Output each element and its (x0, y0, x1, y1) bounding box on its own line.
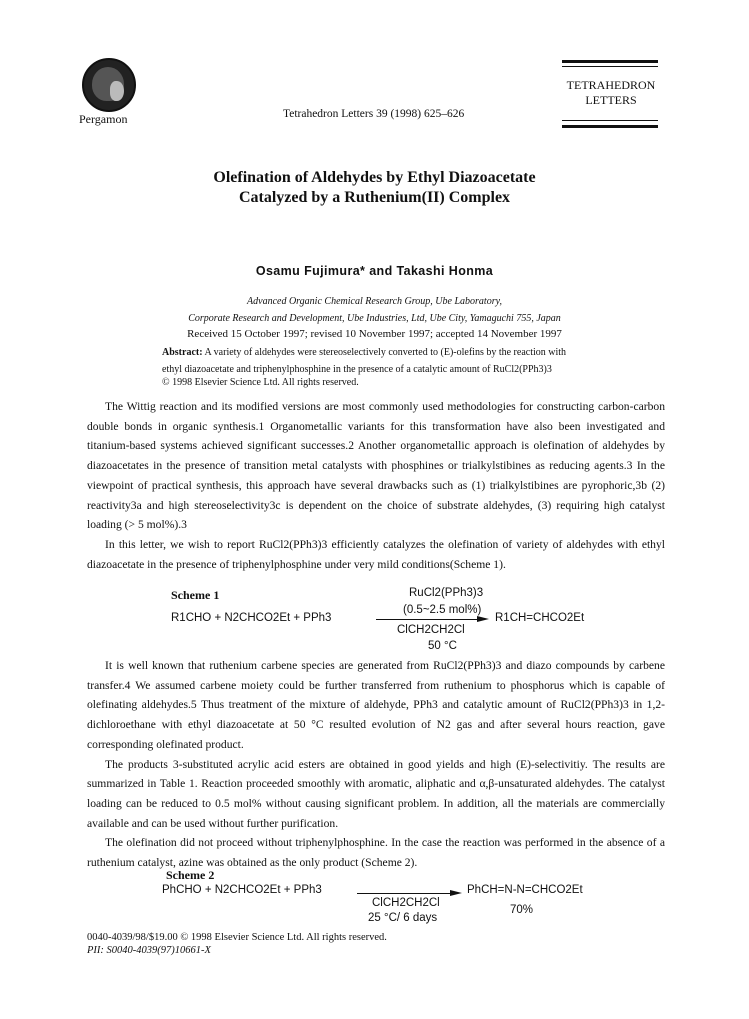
body-section-1 (87, 397, 665, 574)
scheme1-reactants: R1CHO + N2CHCO2Et + PPh3 (171, 612, 332, 624)
received-dates: Received 15 October 1997; revised 10 November 1997; accepted 14 November 1997 (187, 328, 562, 340)
scheme1-product: R1CH=CHCO2Et (495, 612, 585, 624)
paragraph-2: In this letter, we wish to report RuCl2(PPh3)3 efficiently catalyzes the olefination of variety of aldehydes with ethyl diazoacetate in the presence of triphenylphosphine under very mild conditions(Scheme 1). (87, 537, 665, 571)
header-rule-bottom-thin (562, 120, 658, 121)
scheme1-catalyst: RuCl2(PPh3)3 (409, 587, 484, 599)
scheme1-label: Scheme 1 (171, 588, 220, 602)
paragraph-1: The Wittig reaction and its modified versions are most commonly used methodologies for constructing carbon-carbon double bonds in organic synthesis.1 Organometallic variants for this transformation have also been investigated and titanium-based systems achieved significant successes.2 Another organometallic approach is olefination of aldehydes by diazoacetates in the presence of transition metal catalysts with phosphines or trialkylstibines as reducing agents.3 In the viewpoint of practical synthesis, this approach have several drawbacks such as (1) trialkylstibines are pyrophoric,3b (2) reactivity3a and high stereoselectivity3c is dependent on the choice of substrate aldehydes, (3) requiring high catalyst loading (> 5 mol%).3 (87, 400, 665, 532)
scheme1-temperature: 50 °C (428, 640, 457, 652)
article-title-line1: Olefination of Aldehydes by Ethyl Diazoacetate (213, 169, 536, 186)
scheme1-arrow (376, 619, 479, 620)
header-rule-top (562, 60, 658, 63)
header-rule-top-thin (562, 66, 658, 67)
scheme2-arrow (357, 893, 452, 894)
scheme2-conditions: 25 °C/ 6 days (368, 912, 438, 924)
abstract-label: Abstract: (162, 347, 203, 358)
journal-citation: Tetrahedron Letters 39 (1998) 625–626 (283, 108, 465, 120)
scheme2-reactants: PhCHO + N2CHCO2Et + PPh3 (162, 884, 322, 896)
scheme2-solvent: ClCH2CH2Cl (372, 897, 440, 909)
scheme2-arrowhead (450, 890, 462, 896)
scheme2-label: Scheme 2 (166, 868, 215, 882)
footer-copyright: 0040-4039/98/$19.00 © 1998 Elsevier Science Ltd. All rights reserved. (87, 932, 387, 943)
scheme1-loading: (0.5~2.5 mol%) (403, 604, 482, 616)
scheme1-arrowhead (477, 616, 489, 622)
affiliation-line2: Corporate Research and Development, Ube Industries, Ltd, Ube City, Yamaguchi 755, Japan (188, 313, 561, 324)
header-rule-bottom (562, 125, 658, 128)
paragraph-3: It is well known that ruthenium carbene species are generated from RuCl2(PPh3)3 and diazo compounds by carbene transfer.4 We assumed carbene moiety could be further transferred from ruthenium to phosphorus which is capable of olefinating aldehydes.5 Thus treatment of the mixture of aldehyde, PPh3 and catalytic amount of RuCl2(PPh3)3 in 1,2-dichloroethane with ethyl diazoacetate at 50 °C resulted evolution of N2 gas and after several hours reaction, gave corresponding olefinated product. (87, 659, 665, 751)
authors: Osamu Fujimura* and Takashi Honma (255, 264, 494, 278)
footer-pii: PII: S0040-4039(97)10661-X (87, 945, 211, 956)
affiliation-line1: Advanced Organic Chemical Research Group, Ube Laboratory, (247, 296, 502, 307)
publisher-logo (82, 58, 136, 112)
body-section-2 (87, 656, 665, 873)
scheme2-product: PhCH=N-N=CHCO2Et (467, 884, 583, 896)
abstract-line1 (162, 346, 632, 360)
publisher-name: Pergamon (79, 112, 128, 126)
scheme2-yield: 70% (510, 904, 534, 916)
journal-name-line2: LETTERS (585, 93, 637, 107)
abstract-copyright: © 1998 Elsevier Science Ltd. All rights reserved. (162, 377, 359, 388)
scheme1-solvent: ClCH2CH2Cl (397, 624, 465, 636)
abstract-text-1: A variety of aldehydes were stereoselectively converted to (E)-olefins by the reaction with (204, 347, 567, 358)
abstract-line2: ethyl diazoacetate and triphenylphosphine in the presence of a catalytic amount of RuCl2(PPh3)3 (162, 364, 552, 375)
article-title-line2: Catalyzed by a Ruthenium(II) Complex (238, 189, 511, 206)
paragraph-4: The products 3-substituted acrylic acid esters are obtained in good yields and high (E)-selectivitiy. The results are summarized in Table 1. Reaction proceeded smoothly with aromatic, aliphatic and α,β-unsaturated aldehydes. The catalyst loading can be reduced to 0.5 mol% without causing significant problem. In addition, all the materials are commercially available and can be used without further purification. (87, 757, 665, 830)
journal-name-line1: TETRAHEDRON (566, 78, 656, 92)
paragraph-5: The olefination did not proceed without triphenylphosphine. In the case the reaction was performed in the absence of a ruthenium catalyst, azine was obtained as the only product (Scheme 2). (87, 836, 665, 870)
